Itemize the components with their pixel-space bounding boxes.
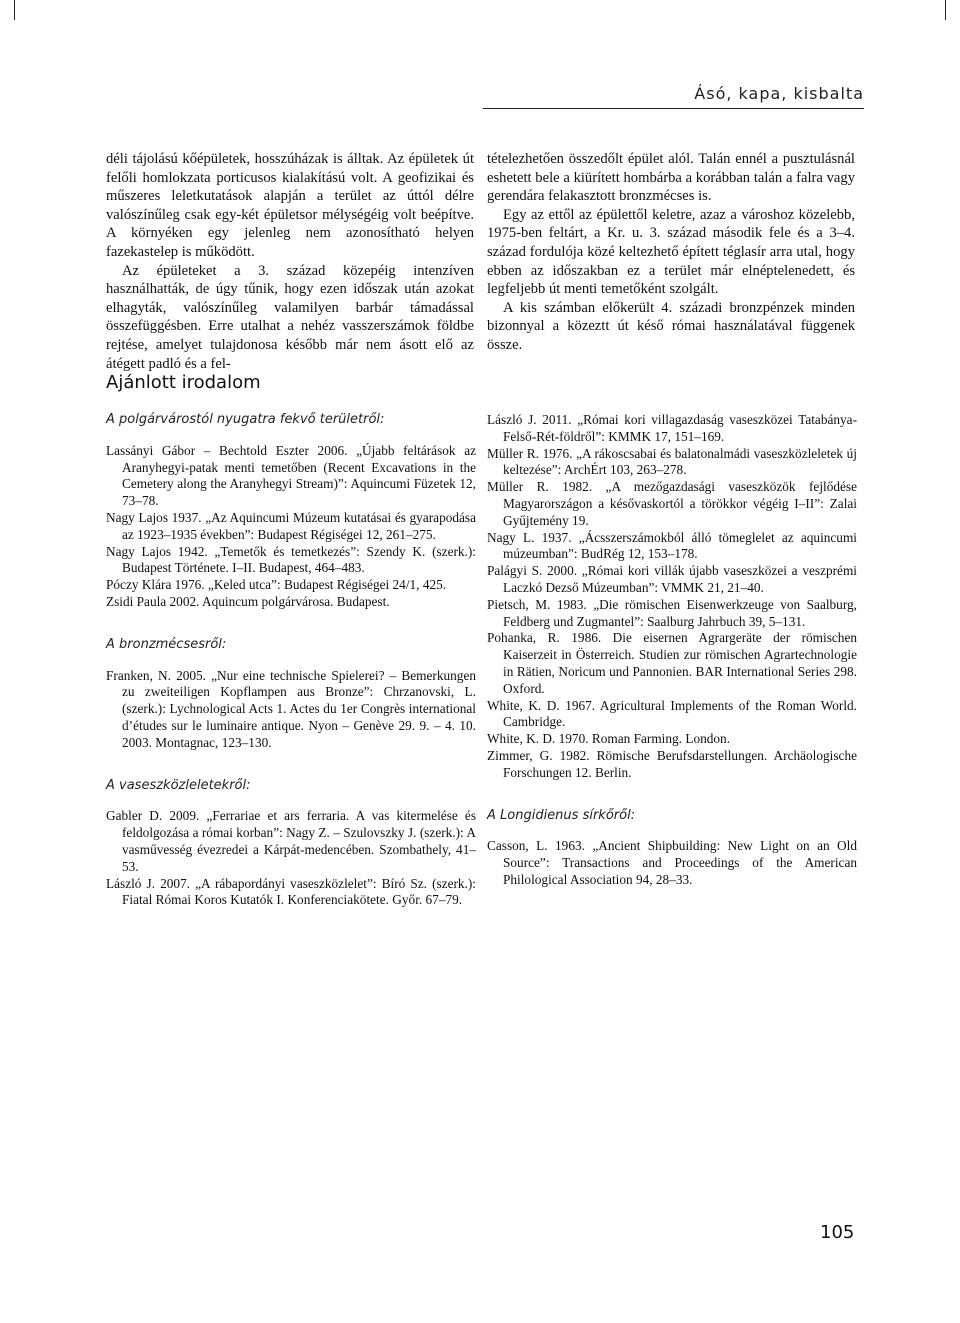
body-paragraph: déli tájolású kőépületek, hosszúházak is álltak. Az épületek út felőli homlokzata porticusos kialakítású volt. A geofizikai és műszeres leletkutatások alapján a terület az úttól délre valószínűleg csak egy-két épületsor mélységéig volt beépítve. A környéken egy jelenleg nem azonosítható helyen fazekastelep is működött. <box>106 151 474 260</box>
reference-item: Zsidi Paula 2002. Aquincum polgárvárosa. Budapest. <box>106 593 390 609</box>
reference-item: Nagy Lajos 1937. „Az Aquincumi Múzeum kutatásai és gyarapodása az 1923–1935 években”: Budapest Régiségei 12, 261–275. <box>106 509 476 542</box>
reference-item: Palágyi S. 2000. „Római kori villák újabb vaseszközei a veszprémi Laczkó Dezső Múzeumban”: VMMK 21, 21–40. <box>487 563 857 595</box>
references-right <box>487 412 857 889</box>
body-column-right <box>487 150 855 355</box>
reference-item: Nagy L. 1937. „Ácsszerszámokból álló tömeglelet az aquincumi múzeumban”: BudRég 12, 153–178. <box>487 529 857 562</box>
reference-item: Nagy Lajos 1942. „Temetők és temetkezés”: Szendy K. (szerk.): Budapest Története. I–II. Budapest, 464–483. <box>106 543 476 576</box>
body-paragraph: Az épületeket a 3. század közepéig intenzíven használhatták, de úgy tűnik, hogy ezen időszak után azokat elhagyták, valószínűleg valamilyen barbár támadással összefüggésben. Erre utalhat a nehéz vasszerszámok földbe rejtése, amelyet tulajdonosa később már nem ásott elő az átégett padló és a fel- <box>106 262 474 372</box>
reference-item: Müller R. 1982. „A mezőgazdasági vaseszközök fejlődése Magyarországon a késővaskortól a törökkor végéig I–II”: Zalai Gyűjtemény 19. <box>487 479 857 528</box>
page-number: 105 <box>820 1222 855 1243</box>
reference-item: White, K. D. 1967. Agricultural Implements of the Roman World. Cambridge. <box>487 697 857 730</box>
body-paragraph: tételezhetően összedőlt épület alól. Talán ennél a pusztulásnál eshetett bele a kiürített hombárba a korábban talán a falra vagy gerendára felakasztott bronzmécses is. <box>487 151 855 205</box>
reference-item: László J. 2011. „Római kori villagazdaság vaseszközei Tatabánya-Felső-Rét-földről”: KMMK 17, 151–169. <box>487 412 857 444</box>
reference-group-heading: A vaseszközleletekről: <box>106 777 251 793</box>
body-paragraph: Egy az ettől az épülettől keletre, azaz a városhoz közelebb, 1975-ben feltárt, a Kr. u. 3. század második fele és a 3–4. század fordulója közé keltezhető épített téglasír arra utal, hogy ebben az időszakban ez a terület már elnéptelenedett, és legfeljebb út menti temetőként szolgált. <box>487 206 855 298</box>
reference-group-heading: A Longidienus sírkőről: <box>487 807 636 823</box>
reference-item: White, K. D. 1970. Roman Farming. London. <box>487 731 731 747</box>
running-head: Ásó, kapa, kisbalta <box>483 84 864 109</box>
crop-mark-top-left <box>14 0 15 20</box>
body-column-left <box>106 150 474 373</box>
reference-item: Gabler D. 2009. „Ferrariae et ars ferraria. A vas kitermelése és feldolgozása a római korban”: Nagy Z. – Szulovszky J. (szerk.): A vasművesség évezredei a Kárpát-medencében. Szombathely, 41–53. <box>106 808 476 874</box>
section-title: Ajánlott irodalom <box>106 372 261 393</box>
reference-item: Pietsch, M. 1983. „Die römischen Eisenwerkzeuge von Saalburg, Feldberg und Zugmantel”: Saalburg Jahrbuch 39, 5–131. <box>487 596 857 629</box>
reference-item: Zimmer, G. 1982. Römische Berufsdarstellungen. Archäologische Forschungen 12. Berlin. <box>487 747 857 780</box>
reference-item: Müller R. 1976. „A rákoscsabai és balatonalmádi vaseszközleletek új keltezése”: ArchÉrt 103, 263–278. <box>487 445 857 478</box>
reference-item: Pohanka, R. 1986. Die eisernen Agrargeräte der römischen Kaiserzeit in Österreich. Studien zur römischen Agrartechnologie in Rätien, Noricum und Pannonien. BAR International Series 298. Oxford. <box>487 630 857 696</box>
reference-item: Lassányi Gábor – Bechtold Eszter 2006. „Újabb feltárások az Aranyhegyi-patak menti temetőben (Recent Excavations in the Cemetery along the Aranyhegyi Stream)”: Aquincumi Füzetek 12, 73–78. <box>106 442 476 509</box>
reference-group-heading: A polgárvárostól nyugatra fekvő területről: <box>106 412 385 427</box>
reference-item: Franken, N. 2005. „Nur eine technische Spielerei? – Bemerkungen zu zweiteiligen Kopflampen aus Bronze”: Chrzanovski, L. (szerk.): Lychnological Acts 1. Actes du 1er Congrès international d’études sur le luminaire antique. Nyon – Genève 29. 9. – 4. 10. 2003. Montagnac, 123–130. <box>106 667 476 750</box>
reference-item: Casson, L. 1963. „Ancient Shipbuilding: New Light on an Old Source”: Transactions and Proceedings of the American Philological Association 94, 28–33. <box>487 838 857 887</box>
references-left <box>106 412 476 909</box>
crop-mark-top-right <box>945 0 946 20</box>
reference-item: Póczy Klára 1976. „Keled utca”: Budapest Régiségei 24/1, 425. <box>106 577 447 593</box>
body-paragraph: A kis számban előkerült 4. századi bronzpénzek minden bizonnyal a közeztt út késő római használatával függenek össze. <box>487 299 855 353</box>
reference-item: László J. 2007. „A rábapordányi vaseszközlelet”: Bíró Sz. (szerk.): Fiatal Római Koros Kutatók I. Konferenciakötete. Győr. 67–79. <box>106 875 476 908</box>
reference-group-heading: A bronzmécsesről: <box>106 636 227 652</box>
